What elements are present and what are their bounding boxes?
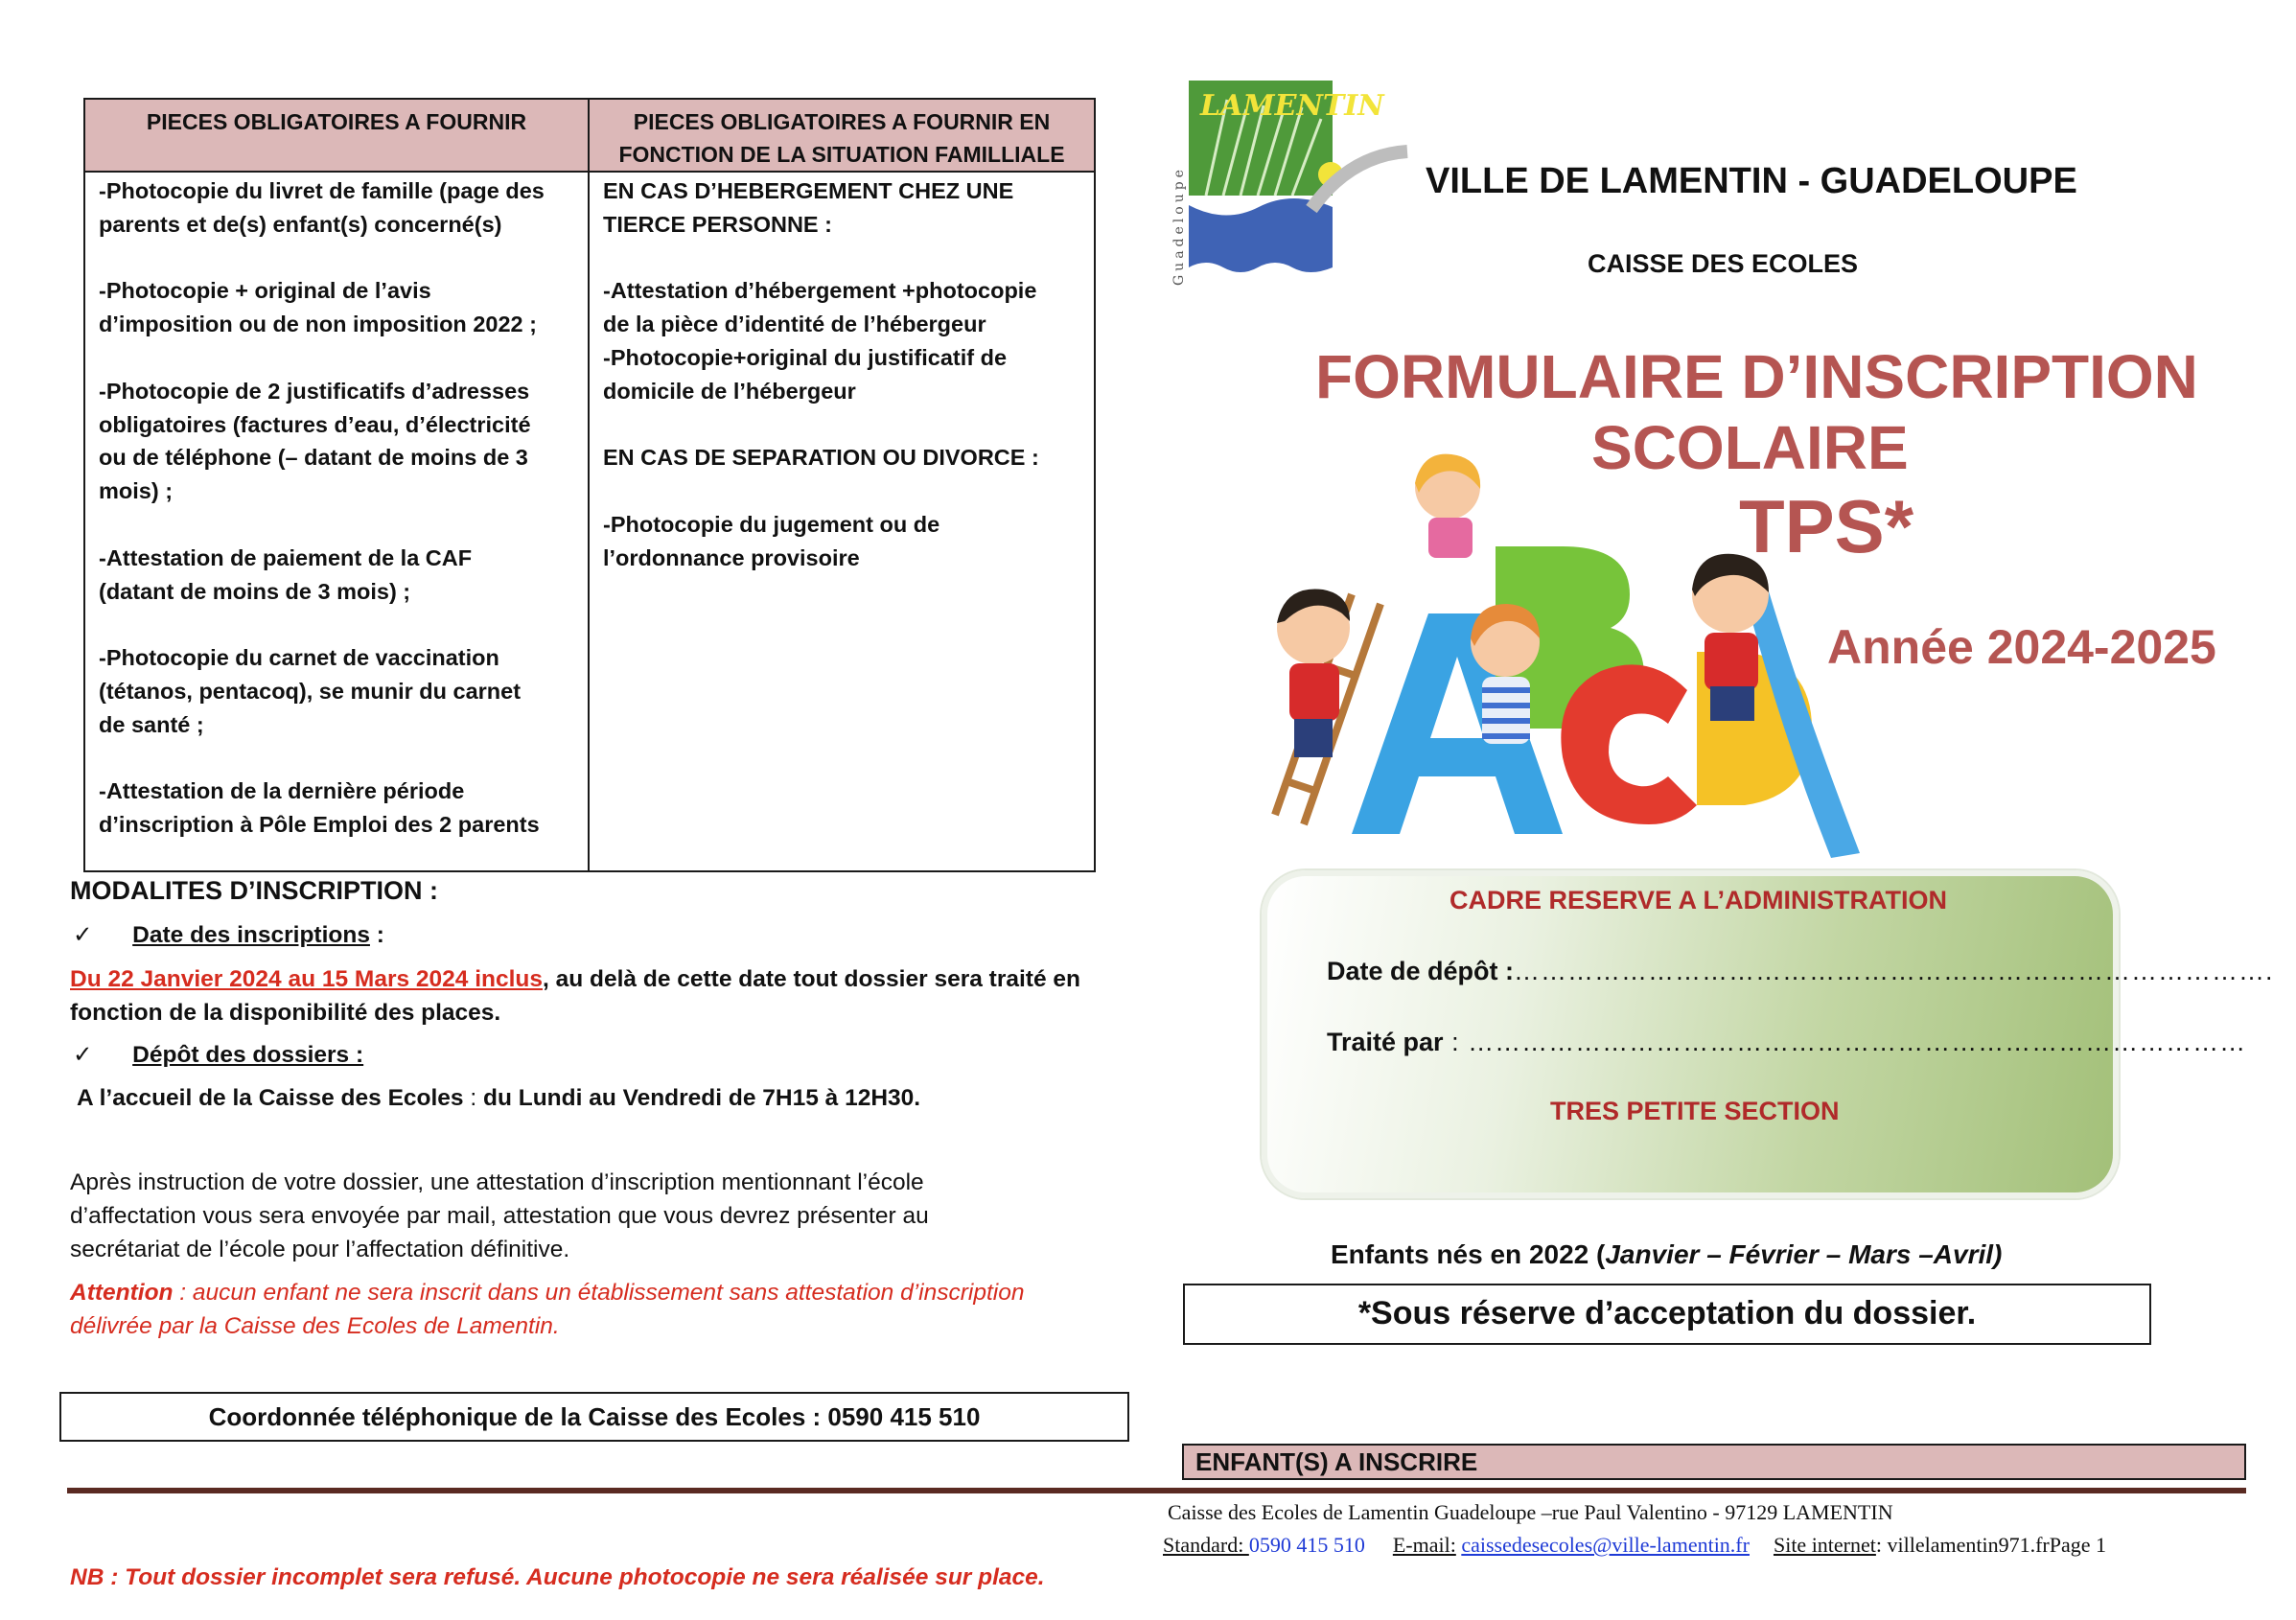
list-item-line: -Photocopie + original de l’avis — [99, 278, 431, 304]
list-item-line: -Photocopie du carnet de vaccination — [99, 645, 499, 671]
footer-contacts — [1163, 1533, 2106, 1558]
born-months: Janvier – Février – Mars –Avril) — [1605, 1239, 2003, 1269]
list-item-line: de santé ; — [99, 711, 204, 737]
instruction-line-3: secrétariat de l’école pour l’affectation définitive. — [70, 1237, 570, 1262]
list-spacer — [603, 408, 1080, 442]
city-title: VILLE DE LAMENTIN - GUADELOUPE — [1426, 161, 2077, 201]
modalites-title: MODALITES D’INSCRIPTION : — [70, 876, 438, 905]
caisse-title: CAISSE DES ECOLES — [1588, 249, 1859, 278]
header-label-line: FONCTION DE LA SITUATION FAMILLIALE — [618, 142, 1065, 167]
depot-dossiers-label: Dépôt des dossiers : — [132, 1042, 364, 1068]
list-item-line: TIERCE PERSONNE : — [603, 211, 832, 237]
traite-par-blank: …………………………………………………………………………… — [1468, 1028, 2247, 1056]
table-column-general — [85, 100, 590, 870]
accueil-schedule: du Lundi au Vendredi de 7H15 à 12H30. — [482, 1085, 921, 1111]
list-item-line: EN CAS D’HEBERGEMENT CHEZ UNE — [603, 178, 1014, 203]
site-value: : villelamentin971.fr — [1875, 1533, 2050, 1557]
list-item-line: -Attestation d’hébergement +photocopie — [603, 278, 1037, 304]
footer-address: Caisse des Ecoles de Lamentin Guadeloupe –rue Paul Valentino - 97129 LAMENTIN — [1168, 1500, 1893, 1524]
attention-word: Attention — [70, 1280, 174, 1306]
date-inscriptions-row — [73, 918, 384, 952]
general-documents-list — [85, 173, 588, 842]
date-range: Du 22 Janvier 2024 au 15 Mars 2024 inclus — [70, 966, 544, 992]
list-item-line: l’ordonnance provisoire — [603, 544, 860, 570]
logo-side-text: Guadeloupe — [1171, 166, 1187, 286]
colon: : — [463, 1085, 483, 1111]
date-range-line-2: fonction de la disponibilité des places. — [70, 1000, 501, 1026]
admin-box-title: CADRE RESERVE A L’ADMINISTRATION — [1449, 886, 1948, 914]
header-label-line: PIECES OBLIGATOIRES A FOURNIR EN — [633, 109, 1051, 134]
accueil-place: A l’accueil de la Caisse des Ecoles — [77, 1085, 464, 1111]
list-item-line: (datant de moins de 3 mois) ; — [99, 578, 411, 604]
list-spacer — [99, 508, 574, 542]
enfants-section-header: ENFANT(S) A INSCRIRE — [1182, 1444, 2246, 1480]
list-item-line: obligatoires (factures d’eau, d’électricité — [99, 411, 531, 437]
attention-line-1 — [70, 1276, 1024, 1309]
form-title-line-2: SCOLAIRE — [1591, 413, 1909, 482]
table-column-family-situation — [590, 100, 1094, 870]
required-documents-table — [83, 98, 1096, 872]
list-spacer — [99, 742, 574, 775]
checkmark-icon: ✓ — [73, 922, 93, 948]
list-spacer — [99, 341, 574, 375]
list-item-line: parents et de(s) enfant(s) concerné(s) — [99, 211, 502, 237]
date-range-rest: , au delà de cette date tout dossier sera traité en — [543, 966, 1080, 992]
list-spacer — [99, 242, 574, 275]
list-item-line: (tétanos, pentacoq), se munir du carnet — [99, 678, 522, 704]
colon: : — [1443, 1028, 1469, 1056]
standard-label: Standard: — [1163, 1533, 1249, 1557]
date-depot-blank: …………………………………………………………………………. — [1514, 957, 2274, 985]
colon: : — [369, 922, 384, 948]
attention-text: : aucun enfant ne sera inscrit dans un établissement sans attestation d’inscription — [173, 1280, 1025, 1306]
list-item-line: -Attestation de la dernière période — [99, 778, 465, 804]
instruction-line-1: Après instruction de votre dossier, une attestation d’inscription mentionnant l’école — [70, 1169, 924, 1195]
nb-note: NB : Tout dossier incomplet sera refusé. Aucune photocopie ne sera réalisée sur place. — [70, 1564, 1045, 1590]
list-item-line: -Photocopie du livret de famille (page des — [99, 178, 545, 203]
list-item-line: EN CAS DE SEPARATION OU DIVORCE : — [603, 445, 1039, 471]
list-item-line: d’imposition ou de non imposition 2022 ; — [99, 312, 537, 337]
list-item-line: -Photocopie de 2 justificatifs d’adresses — [99, 378, 530, 404]
depot-dossiers-row — [73, 1038, 363, 1072]
born-prefix: Enfants nés en 2022 ( — [1331, 1239, 1606, 1269]
footer-divider — [67, 1488, 2246, 1493]
page-number: Page 1 — [2049, 1533, 2107, 1557]
school-year: Année 2024-2025 — [1827, 620, 2216, 674]
date-depot-label: Date de dépôt : — [1327, 957, 1515, 985]
standard-phone-link[interactable]: 0590 415 510 — [1248, 1533, 1365, 1557]
traite-par-label: Traité par — [1327, 1028, 1444, 1056]
site-label: Site internet — [1773, 1533, 1876, 1557]
list-spacer — [603, 474, 1080, 508]
reserve-note-box: *Sous réserve d’acceptation du dossier. — [1183, 1284, 2151, 1345]
form-title-tps: TPS* — [1739, 484, 1914, 568]
email-label: E-mail: — [1392, 1533, 1456, 1557]
born-in-line — [1331, 1239, 2002, 1270]
list-spacer — [99, 608, 574, 641]
header-label: PIECES OBLIGATOIRES A FOURNIR — [146, 109, 527, 134]
list-item-line: ou de téléphone (– datant de moins de 3 — [99, 445, 528, 471]
list-item-line: mois) ; — [99, 478, 174, 504]
list-item-line: domicile de l’hébergeur — [603, 378, 856, 404]
date-inscriptions-label: Date des inscriptions — [132, 922, 370, 948]
date-depot-field — [1327, 957, 2274, 986]
email-link[interactable]: caissedesecoles@ville-lamentin.fr — [1461, 1533, 1750, 1557]
list-item-line: -Photocopie+original du justificatif de — [603, 344, 1008, 370]
family-situation-documents-list — [590, 173, 1094, 575]
table-header-general — [85, 100, 588, 173]
lamentin-logo — [1168, 81, 1413, 286]
form-title-line-1: FORMULAIRE D’INSCRIPTION — [1315, 342, 2198, 411]
section-label: TRES PETITE SECTION — [1550, 1097, 1840, 1125]
list-item-line: -Photocopie du jugement ou de — [603, 511, 940, 537]
date-range-line — [70, 962, 1080, 996]
table-header-family-situation — [590, 100, 1094, 173]
traite-par-field — [1327, 1028, 2246, 1057]
accueil-hours — [77, 1081, 920, 1115]
logo-text: LAMENTIN — [1200, 89, 1384, 123]
list-spacer — [603, 242, 1080, 275]
instruction-line-2: d’affectation vous sera envoyée par mail, attestation que vous devrez présenter au — [70, 1203, 929, 1229]
checkmark-icon: ✓ — [73, 1042, 93, 1068]
list-item-line: de la pièce d’identité de l’hébergeur — [603, 312, 986, 337]
phone-box: Coordonnée téléphonique de la Caisse des Ecoles : 0590 415 510 — [59, 1392, 1129, 1442]
list-item-line: d’inscription à Pôle Emploi des 2 parents — [99, 812, 540, 838]
list-item-line: -Attestation de paiement de la CAF — [99, 544, 473, 570]
attention-line-2: délivrée par la Caisse des Ecoles de Lamentin. — [70, 1313, 560, 1339]
